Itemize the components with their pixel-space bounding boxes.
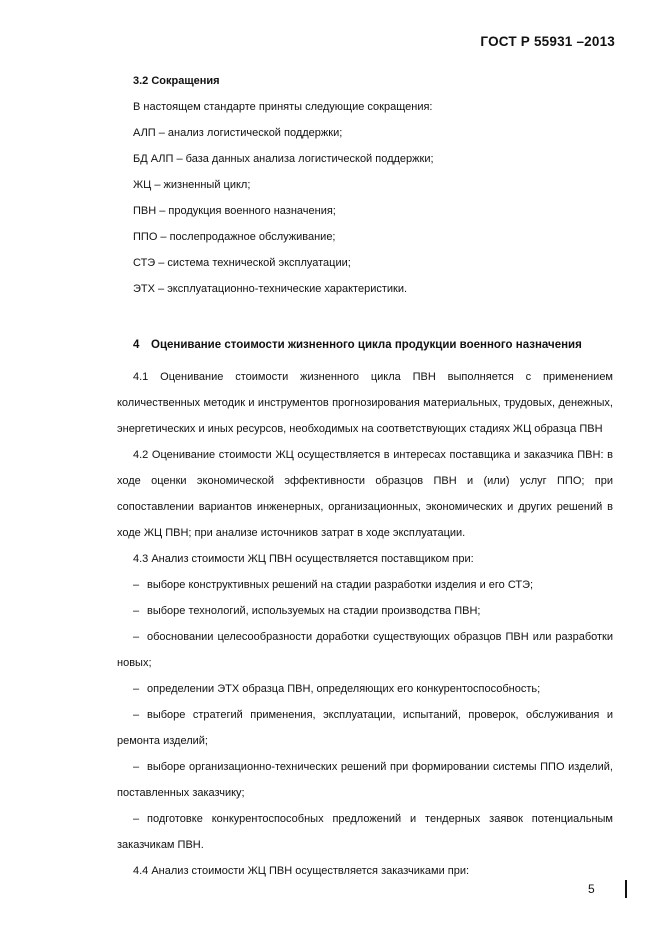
list-item [117,598,613,624]
list-item-text: обосновании целесообразности доработки существующих образцов ПВН или разработки новых; [117,631,613,669]
dash-marker: – [133,605,140,617]
abbreviations-intro: В настоящем стандарте приняты следующие сокращения: [133,101,433,113]
abbreviation-item: СТЭ – система технической эксплуатации; [133,257,351,269]
list-item-text: выборе технологий, используемых на стадии производства ПВН; [147,605,481,617]
document-code: ГОСТ Р 55931 –2013 [480,34,615,49]
page-content [117,68,613,884]
dash-marker: – [133,631,140,643]
list-item [117,624,613,676]
abbreviation-item: АЛП – анализ логистической поддержки; [133,127,343,139]
paragraph-4-4: 4.4 Анализ стоимости ЖЦ ПВН осуществляется заказчиками при: [133,865,470,877]
paragraph-4-1: 4.1 Оценивание стоимости жизненного цикла ПВН выполняется с применением количественных методик и инструментов прогнозирования материальных, трудовых, денежных, энергетических и иных ресурсов, необходимых на соответствующих стадиях ЖЦ образца ПВН [117,371,613,435]
list-item-text: подготовке конкурентоспособных предложений и тендерных заявок потенциальным заказчикам ПВН. [117,813,613,851]
dash-marker: – [133,683,140,695]
abbreviation-item: ЖЦ – жизненный цикл; [133,179,251,191]
list-item-text: выборе конструктивных решений на стадии разработки изделия и его СТЭ; [147,579,534,591]
dash-marker: – [133,579,140,591]
change-bar [625,880,627,898]
dash-marker: – [133,709,140,721]
dash-marker: – [133,813,140,825]
abbreviation-item: ЭТХ – эксплуатационно-технические характеристики. [133,283,408,295]
page-number: 5 [588,882,595,896]
list-item-text: выборе организационно-технических решений при формировании системы ППО изделий, поставленных заказчику; [117,761,613,799]
dash-marker: – [133,761,140,773]
section-4-title: Оценивание стоимости жизненного цикла продукции военного назначения [151,339,582,351]
list-item-text: определении ЭТХ образца ПВН, определяющих его конкурентоспособность; [147,683,541,695]
paragraph-4-3: 4.3 Анализ стоимости ЖЦ ПВН осуществляется поставщиком при: [133,553,474,565]
abbreviation-item: ППО – послепродажное обслуживание; [133,231,336,243]
section-3-2-title: 3.2 Сокращения [133,75,220,87]
section-4-heading [133,332,613,358]
list-item [117,754,613,806]
abbreviation-item: ПВН – продукция военного назначения; [133,205,336,217]
section-4-number: 4 [133,339,140,351]
list-item [117,806,613,858]
paragraph-4-2: 4.2 Оценивание стоимости ЖЦ осуществляется в интересах поставщика и заказчика ПВН: в ходе оценки экономической эффективности образцов ПВН и (или) услуг ППО; при сопоставлении вариантов инженерных, организационных, экономических и других решений в ходе ЖЦ ПВН; при анализе источников затрат в ходе эксплуатации. [117,449,613,539]
abbreviation-item: БД АЛП – база данных анализа логистической поддержки; [133,153,434,165]
list-item-text: выборе стратегий применения, эксплуатации, испытаний, проверок, обслуживания и ремонта изделий; [117,709,613,747]
list-item [117,676,613,702]
list-item [117,572,613,598]
list-item [117,702,613,754]
